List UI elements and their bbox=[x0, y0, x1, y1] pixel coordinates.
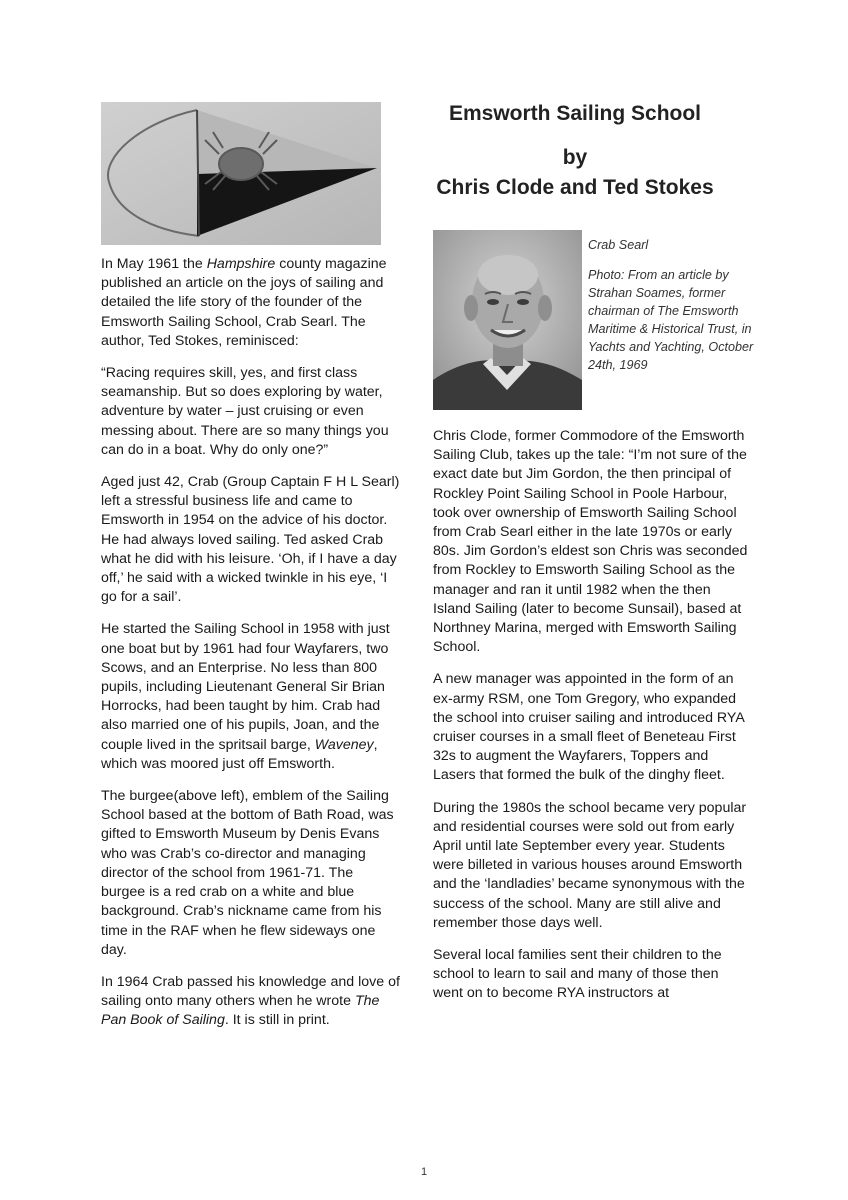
paragraph: During the 1980s the school became very popular and residential courses were sold out from early April until late September every year. Students were billeted in various houses around Emsworth and the ‘landladies’ became synonymous with the success of the school. Many are still alive and remember those days well. bbox=[433, 799, 747, 931]
article-title bbox=[420, 100, 730, 202]
crab-searl-portrait bbox=[433, 230, 582, 410]
photo-caption bbox=[588, 236, 758, 374]
paragraph: Several local families sent their children to the school to learn to sail and many of those then went on to become RYA instructors at bbox=[433, 947, 722, 1002]
right-column bbox=[433, 427, 751, 1017]
paragraph: In 1964 Crab passed his knowledge and love of sailing onto many others when he wrote The Pan Book of Sailing. It is still in print. bbox=[101, 973, 400, 1029]
byline-by: by bbox=[562, 146, 588, 169]
burgee-photo bbox=[101, 102, 381, 245]
caption-name: Crab Searl bbox=[588, 238, 649, 252]
paragraph: A new manager was appointed in the form of an ex-army RSM, one Tom Gregory, who expanded the school into cruiser sailing and introduced RYA cruiser courses in a small fleet of Beneteau First 32s to augment the Wayfarers, Toppers and Lasers that formed the bulk of the dinghy fleet. bbox=[433, 671, 744, 784]
paragraph: Chris Clode, former Commodore of the Emsworth Sailing Club, takes up the tale: “I’m not sure of the exact date but Jim Gordon, the then principal of Rockley Point Sailing School in Poole Harbour, took over ownership of Emsworth Sailing School from Crab Searl either in the late 1970s or early 80s. Jim Gordon’s eldest son Chris was seconded from Rockley to Emsworth Sailing School as the manager and ran it until 1982 when the then Island Sailing (later to become Sunsail), based at Northney Marina, merged with Emsworth Sailing School. bbox=[433, 428, 748, 656]
left-column bbox=[101, 255, 401, 1044]
paragraph: He started the Sailing School in 1958 with just one boat but by 1961 had four Wayfarers, two Scows, and an Enterprise. No less than 800 pupils, including Lieutenant General Sir Brian Horrocks, had been taught by him. Crab had also married one of his pupils, Joan, and the couple lived in the spritsail barge, Waveney, which was moored just off Emsworth. bbox=[101, 621, 390, 772]
paragraph: In May 1961 the Hampshire county magazine published an article on the joys of sailing and detailed the life story of the founder of the Emsworth Sailing School, Crab Searl. The author, Ted Stokes, reminisced: bbox=[101, 256, 387, 349]
page-number: 1 bbox=[420, 1166, 428, 1178]
caption-credit: Photo: From an article by Strahan Soames, former chairman of The Emsworth Maritime & Historical Trust, in Yachts and Yachting, October 24th, 1969 bbox=[588, 268, 754, 372]
barge-name: Waveney bbox=[314, 736, 374, 753]
byline-authors: Chris Clode and Ted Stokes bbox=[436, 176, 714, 199]
paragraph: The burgee(above left), emblem of the Sailing School based at the bottom of Bath Road, was gifted to Emsworth Museum by Denis Evans who was Crab’s co-director and managing director of the school from 1961-71. The burgee is a red crab on a white and blue background. Crab’s nickname came from his time in the RAF when he flew sideways one day. bbox=[101, 788, 394, 958]
quote-paragraph: “Racing requires skill, yes, and first class seamanship. But so does exploring by water, adventure by water – just cruising or even messing about. There are so many things you can do in a boat. Why do only one?” bbox=[101, 365, 389, 458]
title-line: Emsworth Sailing School bbox=[448, 102, 702, 125]
magazine-title: Hampshire bbox=[206, 256, 276, 272]
paragraph: Aged just 42, Crab (Group Captain F H L Searl) left a stressful business life and came to Emsworth in 1954 on the advice of his doctor. He had always loved sailing. Ted asked Crab what he did with his leisure. ‘Oh, if I have a day off,’ he said with a wicked twinkle in his eye, ‘I go for a sail’. bbox=[101, 474, 400, 606]
book-title: The Pan Book of Sailing bbox=[101, 993, 380, 1029]
